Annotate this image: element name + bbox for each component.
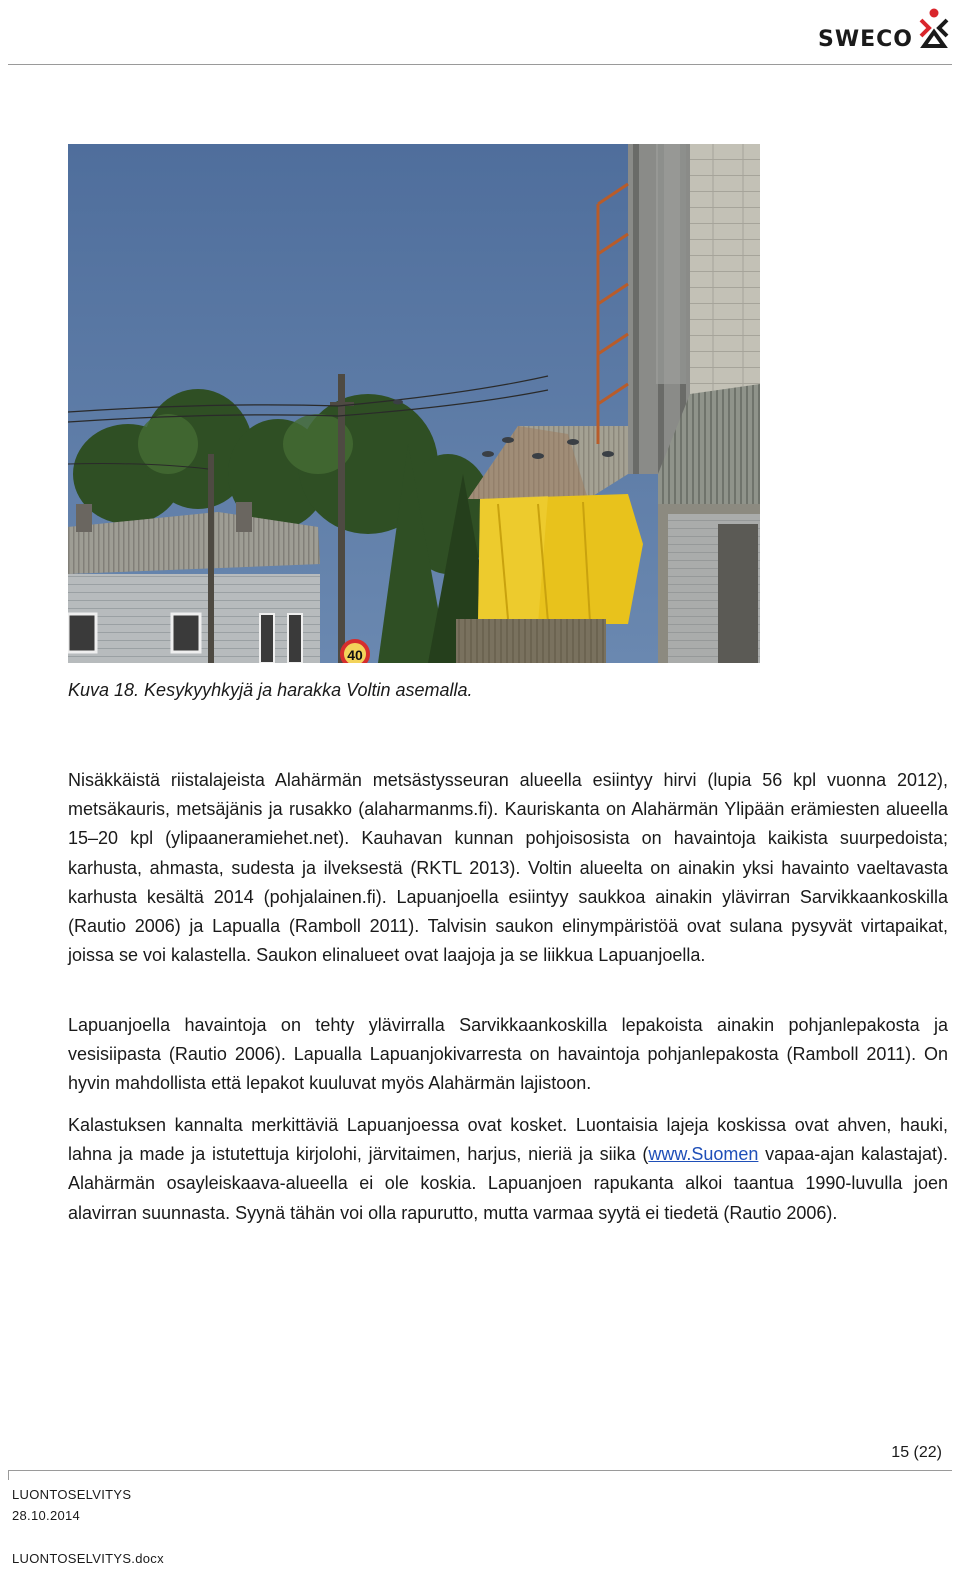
logo-mark-icon (916, 8, 956, 52)
paragraph-fishing-text-end: vapaa-ajan kalastajat). Alahärmän osayleiskaava-alueella ei ole koskia. Lapuanjoen rapukanta alkoi taantua 1990-luvulla joen alavirran suunnasta. Syynä tähän voi olla rapurutto, mutta varmaa syytä ei tiedetä (Rautio 2006). (68, 1144, 949, 1223)
suomen-link[interactable]: www.Suomen (648, 1144, 759, 1165)
paragraph-fishing-text-start: Kalastuksen kannalta merkittäviä Lapuanjoessa ovat kosket. Luontaisia lajeja koskissa ovat ahven, hauki, lahna ja made ja istutettuja kirjolohi, järvitaimen, harjus, nieriä ja siika ( (68, 1115, 948, 1165)
page-number: 15 (22) (891, 1444, 942, 1461)
paragraph-fishing (68, 1111, 948, 1228)
paragraph-mammals: Nisäkkäistä riistalajeista Alahärmän metsästysseuran alueella esiintyy hirvi (lupia 56 kpl vuonna 2012), metsäkauris, metsäjänis ja rusakko (alaharmanms.fi). Kauriskanta on Alahärmän Ylipään erämiesten alueella 15–20 kpl (ylipaaneramiehet.net). Kauhavan kunnan pohjoisosista on havaintoja kaikista suurpedoista; karhusta, ahmasta, sudesta ja ilveksestä (RKTL 2013). Voltin alueelta on ainakin yksi havainto vaeltavasta karhusta kesältä 2014 (pohjalainen.fi). Lapuanjoella esiintyy saukkoa ainakin ylävirran Sarvikkaankoskilla (Rautio 2006) ja Lapualla (Ramboll 2011). Talvisin saukon elinympäristöä ovat sulana pysyvät virtapaikat, joissa se voi kalastella. Saukon elinalueet ovat laajoja ja se liikkua Lapuanjoella. (68, 770, 948, 966)
footer-file-name: LUONTOSELVITYS.docx (12, 1551, 164, 1566)
photo-voltti-station (68, 144, 760, 663)
footer-date: 28.10.2014 (12, 1508, 81, 1523)
footer-rule-tick (8, 1470, 9, 1480)
paragraph-bats: Lapuanjoella havaintoja on tehty ylävirralla Sarvikkaankoskilla lepakoista ainakin pohjanlepakosta ja vesisiipasta (Rautio 2006). Lapualla Lapuanjokivarresta on havaintoja pohjanlepakosta (Ramboll 2011). On hyvin mahdollista että lepakot kuuluvat myös Alahärmän lajistoon. (68, 1015, 948, 1094)
logo-text: SWECO (818, 27, 913, 52)
speed-sign-text: 40 (347, 647, 363, 663)
footer-doc-title: LUONTOSELVITYS (12, 1487, 132, 1502)
footer-rule (8, 1470, 952, 1471)
sweco-logo (818, 8, 952, 52)
header-rule (8, 64, 952, 65)
figure-caption: Kuva 18. Kesykyyhkyjä ja harakka Voltin asemalla. (68, 680, 473, 700)
